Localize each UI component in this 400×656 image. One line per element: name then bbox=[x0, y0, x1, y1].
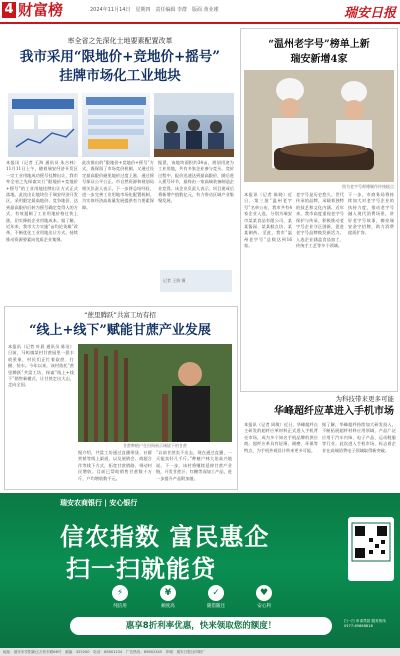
story2-body-b: 老字号是历史悠久、世代传承的品牌，承载着独特的技艺和文化内涵。近年来，我市高度重视老字号保护与传承，积极推动老字号企业守正创新，促进老字号品牌焕发新活力。入选企业涵盖食品加工、传统手工艺等多个领域。 bbox=[296, 192, 344, 249]
page-number: 4 bbox=[2, 2, 16, 18]
feature-label: 安心利 bbox=[257, 604, 271, 609]
story2-photo-credit: 图为老字号师傅制作传统糕点 bbox=[342, 184, 394, 189]
story3-headline: “线上+线下”赋能甘蔗产业发展 bbox=[29, 323, 211, 338]
ad-feature-icons bbox=[105, 585, 285, 613]
yuan-icon: ¥ bbox=[160, 585, 176, 601]
feature-credit bbox=[105, 585, 135, 609]
story3-body-c: “以前甘蔗卖不出去，现在通过直播，一天能卖好几千斤。”种植户林大伯高兴地说。下一步，该村将继续延伸甘蔗产业链，开发甘蔗汁、红糖等深加工产品，进一步提升产品附加值。 bbox=[156, 450, 232, 481]
lightning-icon: ⚡ bbox=[112, 585, 128, 601]
story1-headline-line2: 挂牌市场化工业地块 bbox=[59, 68, 181, 84]
page-footer: 地址：瑞安市安阳新区万松东路66号 邮编：325200 电话：65801234 广告热线：65802345 印刷：瑞安日报社印刷厂 bbox=[0, 648, 400, 656]
story4-body-a: 本报讯（记者 周敏）近日，华峰超纤自主研发的超纤应革材料正式进入手机背壳市场，成为多个知名手机品牌的供应商。超纤应革具有轻薄、耐磨、环保等特点，为手机外观设计带来更多可能。 bbox=[244, 422, 318, 453]
story2-body-c: 下一步，市商务局将持续加大对老字号企业的扶持力度，推动老字号融入现代消费场景，讲好老字号故事，擦亮瑞安金字招牌，助力消费提质扩容。 bbox=[348, 192, 394, 236]
story1-photo-screen-1 bbox=[8, 93, 78, 157]
story1-headline-line1: 我市采用“限地价+竞地价+摇号” bbox=[19, 49, 221, 65]
page-header bbox=[0, 0, 400, 24]
screen-chart-icon bbox=[8, 93, 78, 157]
ad-title-line1: 信农指数 富民惠企 bbox=[60, 523, 270, 551]
story3-kicker: “蔗里腾跃”共富工坊有招 bbox=[84, 311, 156, 319]
newspaper-logo: 瑞安日报 bbox=[343, 6, 396, 21]
story3-body-a: 本报讯（记者 叶晨 通讯员 陈洁）日前，马屿镇某村甘蔗园里一派丰收景象，村民们正忙着砍蔗、打捆、装车。今年以来，该村依托“蔗里腾跃”共富工坊，探索“线上+线下”销售新模式，让甘蔗走出大山，走向全国。 bbox=[8, 344, 74, 388]
feature-label: 纯信用 bbox=[113, 604, 127, 609]
ad-slogan: 惠享8折利率优惠，快来领取您的额度！ bbox=[70, 617, 332, 635]
story4-kicker: 为科技带来更多可能 bbox=[335, 395, 394, 403]
ad-title-line2: 扫一扫就能贷 bbox=[66, 555, 216, 583]
feature-amount bbox=[153, 585, 183, 609]
story1-credit: 记者 王海 摄 bbox=[163, 278, 186, 283]
section-title: 财富榜 bbox=[18, 1, 64, 19]
bank-logo: 瑞安农商银行 | 安心银行 bbox=[60, 499, 138, 507]
feature-rate bbox=[249, 585, 279, 609]
story1-kicker: 率全省之先深化土地要素配置改革 bbox=[67, 37, 173, 45]
feature-label: 额度高 bbox=[161, 604, 175, 609]
story1-photo-meeting bbox=[154, 93, 234, 157]
issue-meta: 2024年11月14日 星期四 责任编辑 李群 版面 黄业瑾 bbox=[90, 7, 219, 13]
heart-icon: ♥ bbox=[256, 585, 272, 601]
story2-body-a: 本报讯（记者 陈晓）近日，第三批“温州老字号”名单公布，我市共有4家企业入选，分别为瑞安市某某食品有限公司、某某酱园、某某糕点坊、某某制药。至此，我市“温州老字号”总数达到16家。 bbox=[244, 192, 292, 249]
story1-inline-graphic bbox=[160, 270, 232, 292]
story4-body-b: 据了解，华峰超纤持续加大研发投入，不断拓展超纤材料应用领域，产品广泛应用于汽车内饰、电子产品、运动鞋服等行业。此次进入手机市场，标志着企业在高端消费电子领域取得新突破。 bbox=[322, 422, 396, 453]
feature-label: 随借随还 bbox=[207, 604, 225, 609]
qr-code-icon bbox=[348, 517, 394, 581]
story3-caption: 甘蔗种植户在田间展示刚砍下的甘蔗 bbox=[123, 443, 187, 448]
story3-body-b: 据介绍，共富工坊通过直播带货、社群营销等线上渠道，以及展销会、商超合作等线下方式，拓宽甘蔗销路，带动村民增收。目前已帮助销售甘蔗数十万斤，户均增收数千元。 bbox=[78, 450, 152, 481]
story1-photo-screen-2 bbox=[82, 93, 150, 157]
bank-advertisement bbox=[0, 493, 400, 656]
story4-headline: 华峰超纤应革进入手机市场 bbox=[274, 406, 394, 417]
story2-photo-chefs bbox=[244, 70, 394, 182]
story2-headline-line2: 瑞安新增4家 bbox=[290, 54, 348, 65]
check-icon: ✓ bbox=[208, 585, 224, 601]
story1-body-mid: 此次推出的“限地价+竞地价+摇号”方式，既保留了市场竞价机制，又通过设定最高限价避免地价过度上涨，通过摇号保证公平公正。市自然资源和规划局相关负责人表示，下一步将总结经验，进一步完善工业用地市场化配置机制，为实体经济高质量发展提供有力要素保障。 bbox=[82, 160, 154, 210]
story2-headline-line1: “温州老字号”榜单上新 bbox=[268, 39, 370, 50]
qr-code[interactable] bbox=[348, 517, 394, 581]
story3-photo-sugarcane bbox=[78, 344, 232, 442]
story1-body-left: 本报讯（记者 王海 通讯员 朱吉林）11月11日上午，随着瑞安经济开发区一宗工业用地成功摇号挂牌出让，我市率全省之先探索实行“限地价+竞地价+摇号”的工业用地挂牌出让方式正式落地。此次出让地块位于瑞安经济开发区，采用限定最高地价、竞争地价，达到最高限价后转为摇号确定竞得人的方式，有效遏制了工业用地价格过快上涨，切实降低企业用地成本。据了解，近年来，我市大力实施“亩均论英雄”改革，不断优化工业用地出让方式，持续推动资源要素向优质企业集聚。 bbox=[6, 160, 78, 242]
ad-contact: 扫一扫 申请贷款 服务热线 0577-65668818 bbox=[344, 619, 386, 628]
story1-body-right: 据悉，该地块面积约34亩，规划用途为工业用地，共有多家企业参与竞买。竞价过程中，报价迅速达到最高限价，随后进入摇号环节，最终由一家高端装备制造企业竞得。该企业负责人表示，项目建成后将新增产值数亿元，有力带动区域产业集聚发展。 bbox=[158, 160, 234, 204]
feature-repay bbox=[201, 585, 231, 609]
